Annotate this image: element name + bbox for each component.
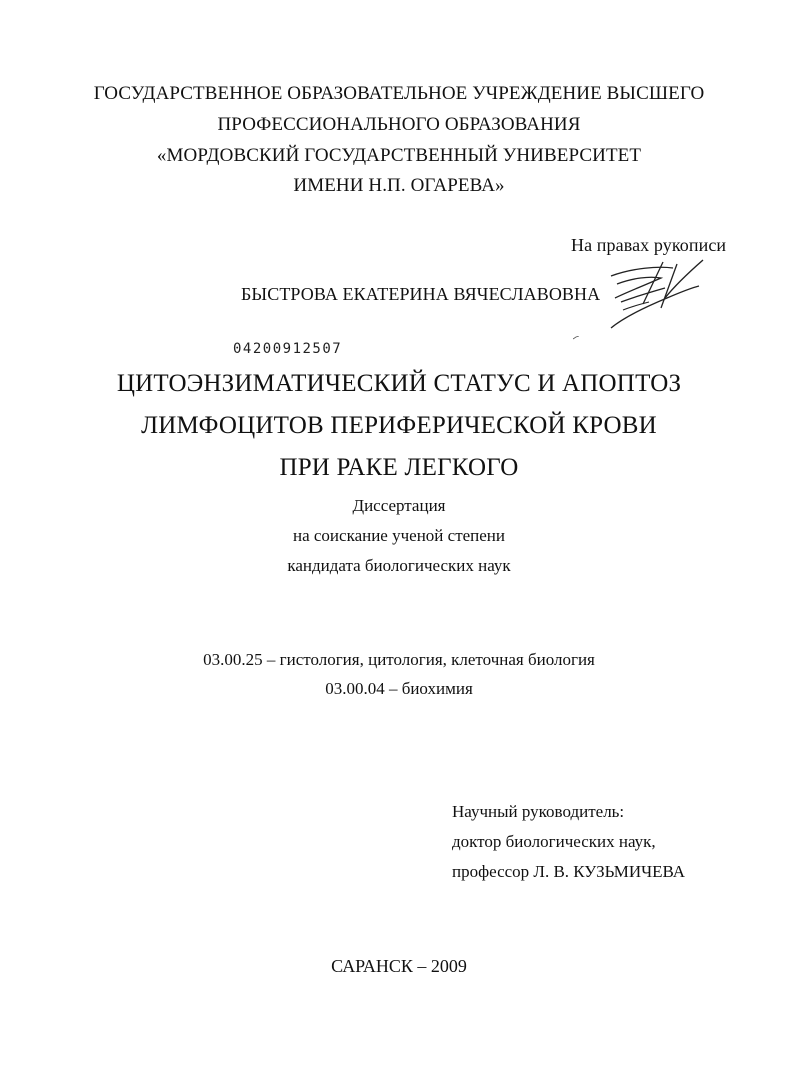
title-line-1: ЦИТОЭНЗИМАТИЧЕСКИЙ СТАТУС И АПОПТОЗ (116, 370, 682, 397)
title-line-3: ПРИ РАКЕ ЛЕГКОГО (279, 454, 519, 481)
signature-mark (603, 258, 715, 338)
supervisor-degree: доктор биологических наук, (452, 832, 656, 851)
degree-line-1: Диссертация (352, 496, 446, 515)
author-name: БЫСТРОВА ЕКАТЕРИНА ВЯЧЕСЛАВОВНА (241, 284, 601, 304)
place-year: САРАНСК – 2009 (331, 956, 467, 976)
specialty-line-1: 03.00.25 – гистология, цитология, клеточная биология (203, 650, 595, 669)
scan-speck (573, 336, 579, 340)
institution-line-3: «МОРДОВСКИЙ ГОСУДАРСТВЕННЫЙ УНИВЕРСИТЕТ (156, 145, 642, 166)
supervisor-name: профессор Л. В. КУЗЬМИЧЕВА (452, 862, 686, 881)
title-line-2: ЛИМФОЦИТОВ ПЕРИФЕРИЧЕСКОЙ КРОВИ (141, 412, 657, 439)
institution-line-4: ИМЕНИ Н.П. ОГАРЕВА» (293, 175, 505, 196)
degree-line-3: кандидата биологических наук (287, 556, 511, 575)
institution-line-1: ГОСУДАРСТВЕННОЕ ОБРАЗОВАТЕЛЬНОЕ УЧРЕЖДЕНИЕ ВЫСШЕГО (93, 83, 705, 104)
degree-line-2: на соискание ученой степени (292, 526, 506, 545)
specialty-line-2: 03.00.04 – биохимия (325, 679, 473, 698)
manuscript-note: На правах рукописи (571, 235, 727, 255)
institution-line-2: ПРОФЕССИОНАЛЬНОГО ОБРАЗОВАНИЯ (217, 114, 581, 135)
supervisor-label: Научный руководитель: (452, 802, 625, 821)
registration-number: 04200912507 (233, 341, 343, 357)
